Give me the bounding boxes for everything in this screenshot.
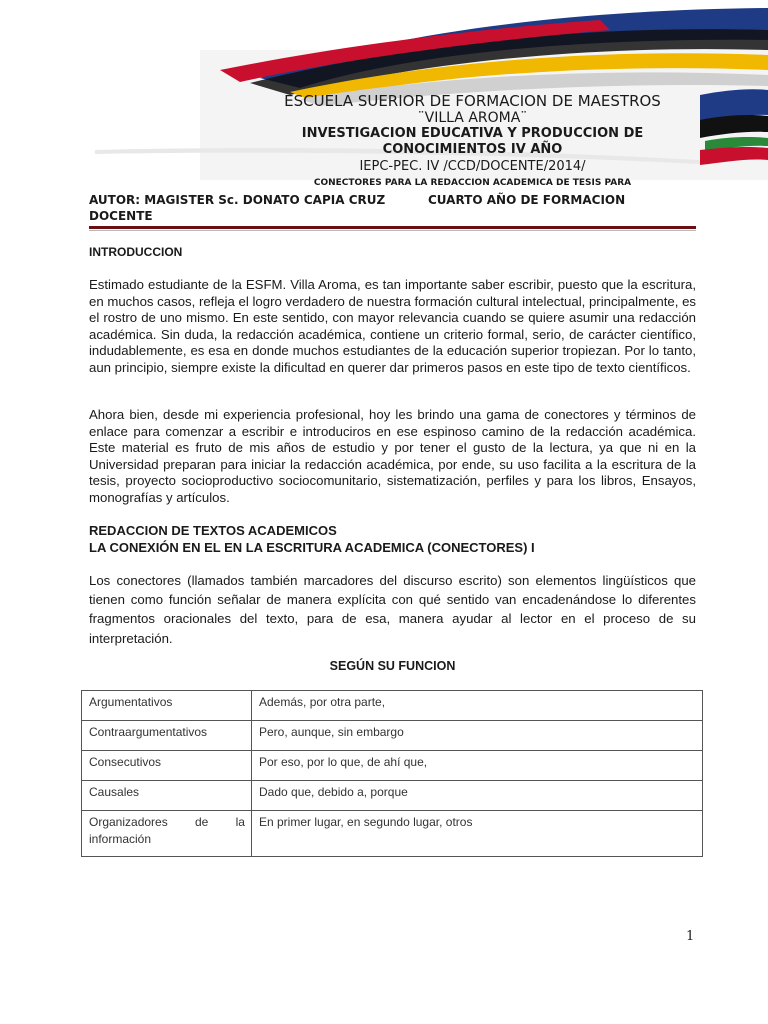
course-title-line1: INVESTIGACION EDUCATIVA Y PRODUCCION DE: [301, 126, 644, 141]
document-code: IEPC-PEC. IV /CCD/DOCENTE/2014/: [359, 159, 586, 174]
table-cell-type: Causales: [82, 781, 252, 811]
table-row: [82, 751, 703, 781]
table-cell-word: de: [195, 815, 209, 829]
connectors-paragraph: Los conectores (llamados también marcadores del discurso escrito) son elementos lingüísticos que tienen como función señalar de manera explícita con qué sentido van encadenándose lo diferentes fragmentos oracionales del texto, para de esa, manera ayudar al lector en el proceso de su interpretación.: [89, 573, 696, 646]
grade-label: CUARTO AÑO DE FORMACION: [428, 193, 626, 207]
table-cell-type-line2: información: [89, 832, 152, 846]
table-cell-examples: Por eso, por lo que, de ahí que,: [252, 751, 703, 781]
intro-paragraph-1: Estimado estudiante de la ESFM. Villa Aroma, es tan importante saber escribir, puesto que la escritura, en muchos casos, refleja el logro verdadero de nuestra formación cultural intelectual, principalmente, es el rostro de uno mismo. En este sentido, con mayor relevancia cuando se quiere asumir una redacción académica. Sin duda, la redacción académica, contiene un criterio formal, serio, de carácter científico, indudablemente, es esa en donde muchos estudiantes de la educación superior tropiezan. Por lo tanto, aun principio, siempre existe la dificultad en querer dar primeros pasos en este tipo de texto científicos.: [89, 277, 696, 375]
table-cell-examples: Además, por otra parte,: [252, 691, 703, 721]
document-header: [200, 92, 745, 188]
table-cell-type-line1: [89, 814, 245, 831]
table-cell-type: Consecutivos: [82, 751, 252, 781]
table-cell-type: Contraargumentativos: [82, 721, 252, 751]
intro-paragraph-2: Ahora bien, desde mi experiencia profesional, hoy les brindo una gama de conectores y términos de enlace para comenzar a escribir e introduciros en ese espinoso camino de la redacción académica. Este material es fruto de mis años de estudio y por tener el gusto de la lectura, ya que ni en la Universidad preparan para iniciar la redacción académica, por ende, su uso facilita a la escritura de la tesis, proyecto socioproductivo sociocomunitario, sistematización, perfiles y para los libros, Ensayos, monografías y artículos.: [89, 407, 696, 505]
divider-rule-thin: [89, 230, 696, 231]
table-cell-type: Argumentativos: [82, 691, 252, 721]
table-cell-examples: Pero, aunque, sin embargo: [252, 721, 703, 751]
table-cell-examples: Dado que, debido a, porque: [252, 781, 703, 811]
cropped-subtitle: CONECTORES PARA LA REDACCION ACADEMICA DE TESIS PARA: [313, 178, 632, 188]
author-name: AUTOR: MAGISTER Sc. DONATO CAPIA CRUZ: [89, 193, 386, 207]
table-row: [82, 781, 703, 811]
table-row: [82, 811, 703, 857]
intro-heading: INTRODUCCION: [89, 245, 183, 259]
table-row: [82, 721, 703, 751]
section-heading-line1: REDACCION DE TEXTOS ACADEMICOS: [89, 523, 337, 538]
page-number: 1: [686, 929, 695, 944]
table-cell-type: [82, 811, 252, 857]
section-heading-line2: LA CONEXIÓN EN EL EN LA ESCRITURA ACADEMICA (CONECTORES) I: [89, 540, 535, 555]
connectors-table: [81, 690, 703, 857]
grade-label-continued: DOCENTE: [89, 209, 153, 223]
school-subname: ¨VILLA AROMA¨: [417, 110, 528, 126]
table-row: [82, 691, 703, 721]
section-heading: [89, 522, 535, 556]
table-cell-examples: En primer lugar, en segundo lugar, otros: [252, 811, 703, 857]
author-line: [89, 192, 701, 224]
course-title-line2: CONOCIMIENTOS IV AÑO: [382, 142, 563, 157]
table-cell-word: Organizadores: [89, 815, 168, 829]
table-cell-word: la: [235, 815, 245, 829]
school-name: ESCUELA SUERIOR DE FORMACION DE MAESTROS: [284, 92, 661, 110]
divider-rule: [89, 226, 696, 229]
table-title: SEGÚN SU FUNCION: [329, 659, 456, 673]
